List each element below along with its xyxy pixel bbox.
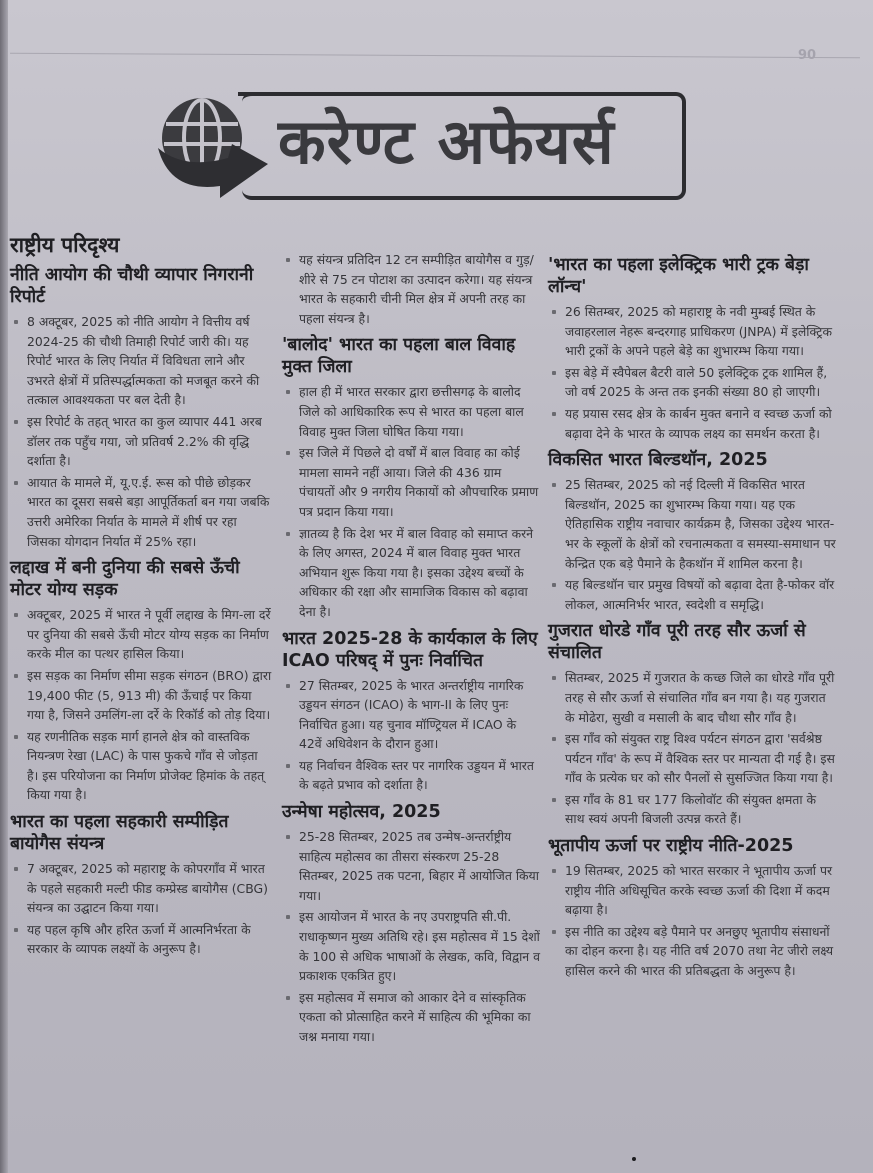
bullet-item: 19 सितम्बर, 2025 को भारत सरकार ने भूतापीय ऊर्जा पर राष्ट्रीय नीति अधिसूचित करके स्वच्छ ऊर्जा की दिशा में कदम बढ़ाया है।	[548, 861, 838, 920]
bullet-item: इस नीति का उद्देश्य बड़े पैमाने पर अनछुए भूतापीय संसाधनों का दोहन करना है। यह नीति वर्ष 2070 तथा नेट जीरो लक्ष्य हासिल करने की भारत की प्रतिबद्धता के अनुरूप है।	[548, 922, 838, 981]
bullet-item: इस आयोजन में भारत के नए उपराष्ट्रपति सी.पी. राधाकृष्णन मुख्य अतिथि रहे। इस महोत्सव में 15 देशों के 100 से अधिक भाषाओं के लेखक, कवि, विद्वान व प्रकाशक एकत्रित हुए।	[282, 907, 540, 985]
book-spine-shadow	[0, 0, 8, 1173]
article-heading: नीति आयोग की चौथी व्यापार निगरानी रिपोर्ट	[10, 265, 254, 307]
bleed-through-rule	[10, 53, 860, 58]
bullet-item: अक्टूबर, 2025 में भारत ने पूर्वी लद्दाख के मिग-ला दर्रे पर दुनिया की सबसे ऊँची मोटर योग्य सड़क का निर्माण करके मील का पत्थर हासिल किया।	[10, 605, 272, 664]
bullet-item: यह पहल कृषि और हरित ऊर्जा में आत्मनिर्भरता के सरकार के व्यापक लक्ष्यों के अनुरूप है।	[10, 920, 272, 959]
article-niti-aayog-report	[10, 264, 272, 551]
article-heading: भारत का पहला सहकारी सम्पीड़ित बायोगैस संयन्त्र	[10, 812, 229, 855]
column-1	[10, 232, 272, 961]
ink-speck	[632, 1157, 636, 1161]
bullet-item: इस गाँव को संयुक्त राष्ट्र विश्व पर्यटन संगठन द्वारा 'सर्वश्रेष्ठ पर्यटन गाँव' के रूप में वैश्विक स्तर पर मान्यता दी गई है। इस गाँव के प्रत्येक घर को सौर पैनलों से सुसज्जित किया गया है।	[548, 729, 838, 788]
bullet-item: 25 सितम्बर, 2025 को नई दिल्ली में विकसित भारत बिल्डथॉन, 2025 का शुभारम्भ किया गया। यह एक ऐतिहासिक राष्ट्रीय नवाचार कार्यक्रम है, जिसका उद्देश्य भारत-भर के स्कूलों के क्षेत्रों को रचनात्मकता व समस्या-समाधान पर केन्द्रित एक बड़े पैमाने के हैकथॉन में शामिल करना है।	[548, 475, 838, 573]
bullet-item: इस गाँव के 81 घर 177 किलोवॉट की संयुक्त क्षमता के साथ स्वयं अपनी बिजली उत्पन्न करते हैं।	[548, 790, 838, 829]
column-3	[548, 248, 838, 983]
bullet-item: इस रिपोर्ट के तहत् भारत का कुल व्यापार 441 अरब डॉलर तक पहुँच गया, जो प्रतिवर्ष 2.2% की वृद्धि दर्शाता है।	[10, 412, 272, 471]
article-heading: भारत 2025-28 के कार्यकाल के लिए ICAO परिषद् में पुनः निर्वाचित	[282, 628, 538, 671]
bullet-item: आयात के मामले में, यू.ए.ई. रूस को पीछे छोड़कर भारत का दूसरा सबसे बड़ा आपूर्तिकर्ता बन गया जबकि उत्तरी अमेरिका निर्यात के मामले में शीर्ष पर रहा जिसका योगदान निर्यात में 25% रहा।	[10, 473, 272, 551]
bullet-item: यह प्रयास रसद क्षेत्र के कार्बन मुक्त बनाने व स्वच्छ ऊर्जा को बढ़ावा देने के भारत के व्यापक लक्ष्य का समर्थन करता है।	[548, 404, 838, 443]
bullet-item: यह बिल्डथॉन चार प्रमुख विषयों को बढ़ावा देता है-फोकर वॉर लोकल, आत्मनिर्भर भारत, स्वदेशी व समृद्धि।	[548, 575, 838, 614]
article-geothermal-policy	[548, 835, 838, 981]
article-unmesha-festival	[282, 801, 540, 1047]
bullet-item: इस महोत्सव में समाज को आकार देने व सांस्कृतिक एकता को प्रोत्साहित करने में साहित्य की भूमिका का जश्न मनाया गया।	[282, 988, 540, 1047]
bullet-item: 7 अक्टूबर, 2025 को महाराष्ट्र के कोपरगाँव में भारत के पहले सहकारी मल्टी फीड कम्प्रेस्ड बायोगैस (CBG) संयन्त्र का उद्घाटन किया गया।	[10, 859, 272, 918]
article-heading: विकसित भारत बिल्डथॉन, 2025	[548, 450, 768, 471]
current-affairs-banner	[150, 88, 690, 200]
article-balod-district	[282, 334, 540, 621]
article-heading: 'बालोद' भारत का पहला बाल विवाह मुक्त जिला	[282, 335, 516, 378]
article-ladakh-road	[10, 557, 272, 805]
article-heading: 'भारत का पहला इलेक्ट्रिक भारी ट्रक बेड़ा लॉन्च'	[548, 255, 809, 297]
bullet-item: 8 अक्टूबर, 2025 को नीति आयोग ने वित्तीय वर्ष 2024-25 की चौथी तिमाही रिपोर्ट जारी की। यह रिपोर्ट भारत के लिए निर्यात में विविधता लाने और उभरते क्षेत्रों में प्रतिस्पर्द्धात्मकता को मजबूत करने की तत्काल आवश्यकता पर बल देती है।	[10, 312, 272, 410]
bullet-item: इस बेड़े में स्वैपेबल बैटरी वाले 50 इलेक्ट्रिक ट्रक शामिल हैं, जो वर्ष 2025 के अन्त तक इनकी संख्या 80 हो जाएगी।	[548, 363, 838, 402]
bullet-item: ज्ञातव्य है कि देश भर में बाल विवाह को समाप्त करने के लिए अगस्त, 2024 में बाल विवाह मुक्त भारत अभियान शुरू किया गया है। इसका उद्देश्य बच्चों के अधिकार की रक्षा और सामाजिक विकास को बढ़ावा देना है।	[282, 524, 540, 622]
bullet-item: सितम्बर, 2025 में गुजरात के कच्छ जिले का धोरडे गाँव पूरी तरह से सौर ऊर्जा से संचालित गाँव बन गया है। यह गुजरात के मोढेरा, सुखी व मसाली के बाद चौथा सौर गाँव है।	[548, 668, 838, 727]
article-heading: लद्दाख में बनी दुनिया की सबसे ऊँची मोटर योग्य सड़क	[10, 558, 240, 601]
article-cbg-plant-continued	[282, 250, 540, 328]
bullet-item: 27 सितम्बर, 2025 के भारत अन्तर्राष्ट्रीय नागरिक उड्डयन संगठन (ICAO) के भाग-II के लिए पुनः निर्वाचित हुआ। यह चुनाव मॉण्ट्रियल में ICAO के 42वें अधिवेशन के दौरान हुआ।	[282, 676, 540, 754]
article-viksit-bharat-buildathon	[548, 449, 838, 614]
article-electric-truck-fleet	[548, 254, 838, 443]
article-heading: उन्मेषा महोत्सव, 2025	[282, 802, 441, 823]
bullet-item: यह निर्वाचन वैश्विक स्तर पर नागरिक उड्डयन में भारत के बढ़ते प्रभाव को दर्शाता है।	[282, 756, 540, 795]
article-heading: गुजरात धोरडे गाँव पूरी तरह सौर ऊर्जा से संचालित	[548, 621, 806, 664]
bullet-item: यह संयन्त्र प्रतिदिन 12 टन सम्पीड़ित बायोगैस व गुड़/शीरे से 75 टन पोटाश का उत्पादन करेगा। यह संयन्त्र भारत के सहकारी चीनी मिल क्षेत्र में अपनी तरह का पहला संयन्त्र है।	[282, 250, 540, 328]
article-dhordo-solar-village	[548, 620, 838, 829]
article-heading: भूतापीय ऊर्जा पर राष्ट्रीय नीति-2025	[548, 836, 794, 857]
bullet-item: यह रणनीतिक सड़क मार्ग हानले क्षेत्र को वास्तविक नियन्त्रण रेखा (LAC) के पास फुकचे गाँव से जोड़ता है। इस परियोजना का निर्माण प्रोजेक्ट हिमांक के तहत् किया गया है।	[10, 727, 272, 805]
bullet-item: हाल ही में भारत सरकार द्वारा छत्तीसगढ़ के बालोद जिले को आधिकारिक रूप से भारत का पहला बाल विवाह मुक्त जिला घोषित किया गया।	[282, 382, 540, 441]
article-icao-council	[282, 628, 540, 796]
bullet-item: इस सड़क का निर्माण सीमा सड़क संगठन (BRO) द्वारा 19,400 फीट (5, 913 मी) की ऊँचाई पर किया गया है, जिसने उमलिंग-ला दर्रे के रिकॉर्ड को तोड़ दिया।	[10, 666, 272, 725]
faded-page-number: 90	[798, 48, 817, 63]
bullet-item: 26 सितम्बर, 2025 को महाराष्ट्र के नवी मुम्बई स्थित के जवाहरलाल नेहरू बन्दरगाह प्राधिकरण (JNPA) में इलेक्ट्रिक भारी ट्रकों के अपने पहले बेड़े का शुभारम्भ किया गया।	[548, 302, 838, 361]
bullet-item: 25-28 सितम्बर, 2025 तब उन्मेष-अन्तर्राष्ट्रीय साहित्य महोत्सव का तीसरा संस्करण 25-28 सितम्बर, 2025 तक पटना, बिहार में आयोजित किया गया।	[282, 827, 540, 905]
section-title-national: राष्ट्रीय परिदृश्य	[10, 233, 120, 257]
banner-title: करेण्ट अफेयर्स	[278, 105, 615, 178]
column-2	[282, 250, 540, 1049]
bullet-item: इस जिले में पिछले दो वर्षों में बाल विवाह का कोई मामला सामने नहीं आया। जिले की 436 ग्राम पंचायतों और 9 नगरीय निकायों को औपचारिक प्रमाण पत्र प्रदान किया गया।	[282, 443, 540, 521]
article-cbg-plant	[10, 811, 272, 959]
